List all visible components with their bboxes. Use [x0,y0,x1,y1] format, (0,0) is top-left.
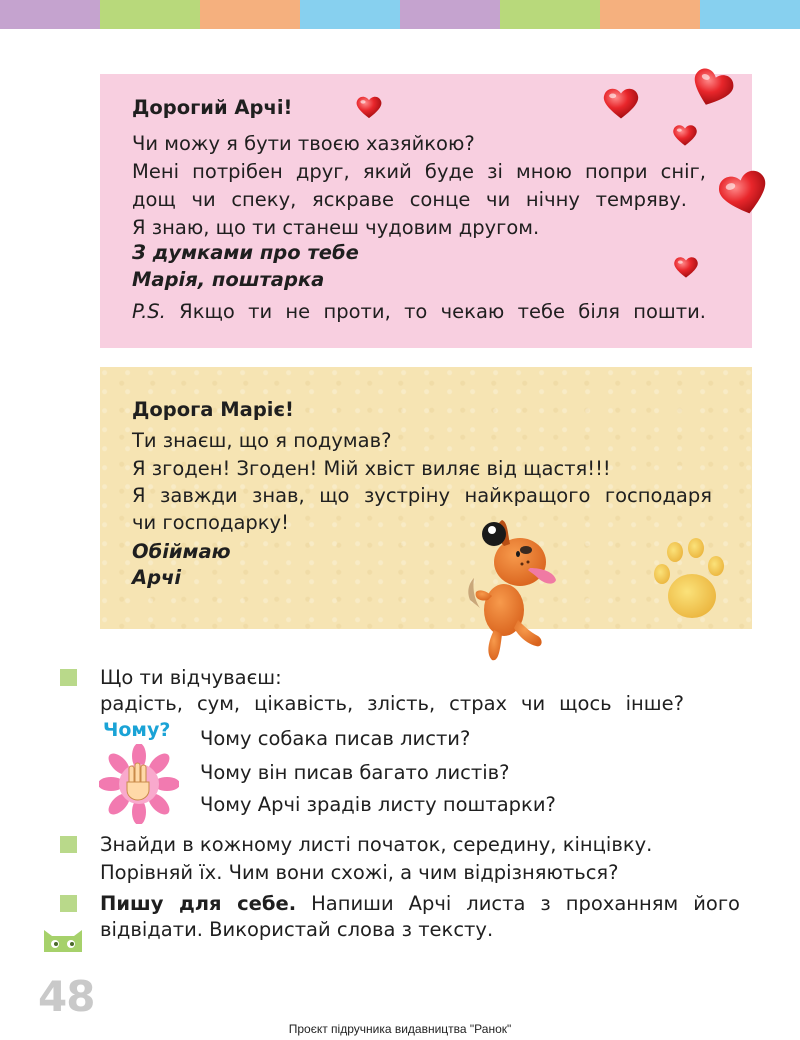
footer-text: Проєкт підручника видавництва "Ранок" [288,1022,512,1036]
letter1-line: Я знаю, що ти станеш чудовим другом. [132,216,540,239]
why-question: Чому собака писав листи? [200,727,471,750]
flower-hand-icon [99,744,179,824]
ps-label: P.S. [132,300,166,323]
task-marker [60,836,77,853]
color-strip-segment [100,0,200,29]
heart-icon [673,255,699,279]
task3-title: Пишу для себе. [100,892,297,915]
paw-print-icon [648,530,726,622]
letter1-line: дощ чи спеку, яскраве сонце чи нічну темряву. [132,188,687,211]
dog-illustration [458,512,568,664]
page-number: 48 [38,972,95,1021]
heart-icon [602,86,640,120]
task3-line2: відвідати. Використай слова з тексту. [100,918,494,941]
color-strip-segment [600,0,700,29]
task1-line2: радість, сум, цікавість, злість, страх чи щось інше? [100,692,684,715]
why-label: Чому? [103,719,171,741]
color-strip-segment [500,0,600,29]
task-marker [60,669,77,686]
why-question: Чому Арчі зрадів листу поштарки? [200,793,556,816]
letter1-line: Чи можу я бути твоєю хазяйкою? [132,132,475,155]
letter2-line: Ти знаєш, що я подумав? [132,429,392,452]
heart-icon [355,95,383,119]
task3-text: Напиши Арчі листа з проханням його [296,892,740,915]
letter2-line: чи господарку! [132,511,289,534]
ps-text: Якщо ти не проти, то чекаю тебе біля пошти. [179,300,707,323]
color-strip-segment [400,0,500,29]
color-strip-segment [700,0,800,29]
top-color-strip [0,0,800,29]
color-strip-segment [300,0,400,29]
task1-line1: Що ти відчуваєш: [100,666,282,689]
letter2-signature: Арчі [132,566,182,589]
letter2-closing: Обіймаю [132,540,231,563]
letter1-greeting: Дорогий Арчі! [132,96,293,119]
cat-icon [42,924,84,954]
letter1-postscript [132,298,706,326]
color-strip-segment [200,0,300,29]
why-question: Чому він писав багато листів? [200,761,510,784]
letter2-greeting: Дорога Маріє! [132,398,294,421]
letter1-signature: Марія, поштарка [132,268,325,291]
heart-icon [672,123,698,147]
letter2-line: Я згоден! Згоден! Мій хвіст виляє від щастя!!! [132,457,611,480]
letter2-line: Я завжди знав, що зустріну найкращого господаря [132,484,712,507]
task2-line2: Порівняй їх. Чим вони схожі, а чим відрізняються? [100,861,619,884]
color-strip-segment [0,0,100,29]
letter1-closing: З думками про тебе [132,241,359,264]
task3-line1 [100,890,740,918]
letter1-line: Мені потрібен друг, який буде зі мною попри сніг, [132,160,706,183]
task-marker [60,895,77,912]
task2-line1: Знайди в кожному листі початок, середину, кінцівку. [100,833,653,856]
